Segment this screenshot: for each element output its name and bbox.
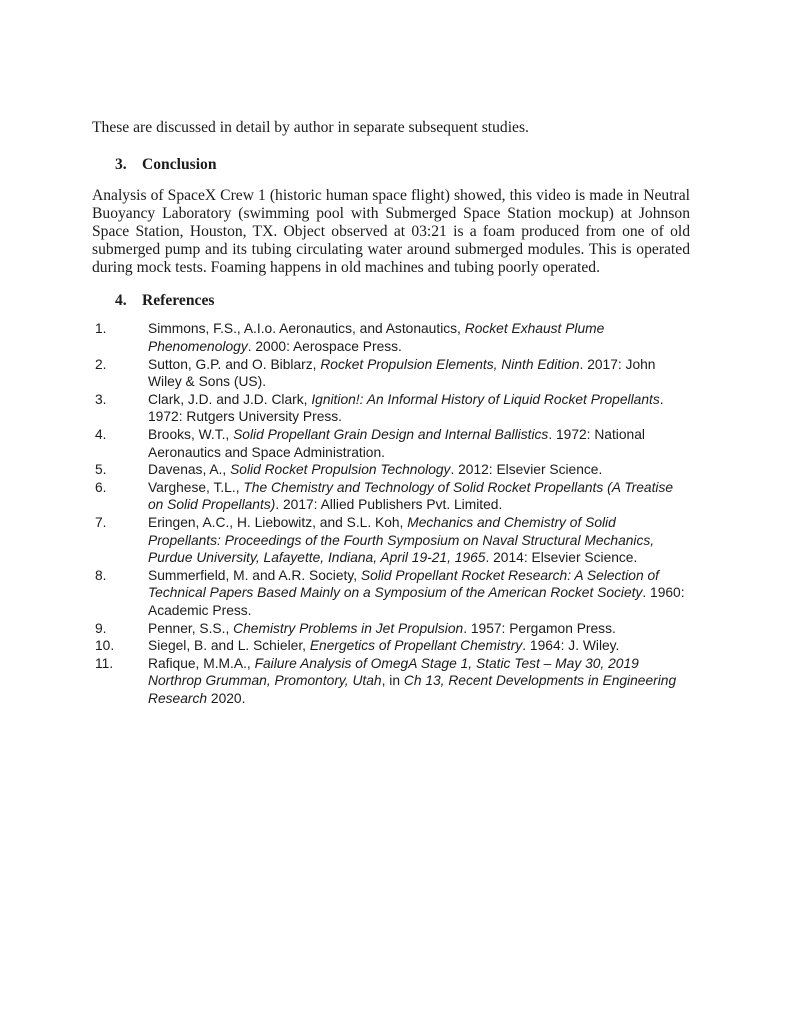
reference-item: [92, 461, 690, 479]
conclusion-paragraph: Analysis of SpaceX Crew 1 (historic human space flight) showed, this video is made in Neutral Buoyancy Laboratory (swimming pool with Submerged Space Station mockup) at Johnson Space Station, Houston, TX. Object observed at 03:21 is a foam produced from one of old submerged pump and its tubing circulating water around submerged modules. This is operated during mock tests. Foaming happens in old machines and tubing poorly operated.: [92, 187, 690, 277]
reference-number: 7.: [95, 515, 107, 530]
reference-title-segment: Failure Analysis of OmegA Stage 1, Static Test – May 30, 2019 Northrop Grumman, Promontory, Utah: [148, 655, 639, 689]
reference-item: [92, 567, 690, 620]
reference-plain-segment: . 1957: Pergamon Press.: [463, 620, 616, 636]
reference-text: [148, 621, 616, 636]
section-number: 3.: [115, 156, 127, 173]
reference-plain-segment: . 2017: Allied Publishers Pvt. Limited.: [275, 497, 503, 513]
reference-plain-segment: , in: [381, 673, 404, 689]
reference-plain-segment: Varghese, T.L.,: [148, 479, 244, 495]
reference-text: [148, 321, 604, 354]
reference-item: [92, 391, 690, 426]
section-number: 4.: [115, 292, 127, 310]
reference-text: [148, 656, 676, 706]
reference-title-segment: Mechanics and Chemistry of Solid Propellants: Proceedings of the Fourth Symposium on Naval Structural Mechanics, Purdue University, Lafayette, Indiana, April 19-21, 1965: [148, 515, 655, 566]
reference-title-segment: Solid Rocket Propulsion Technology: [230, 462, 451, 478]
reference-plain-segment: . 1972: National Aeronautics and Space Administration.: [148, 427, 645, 460]
reference-title-segment: Solid Propellant Rocket Research: A Selection of Technical Papers Based Mainly on a Symposium of the American Rocket Society: [148, 567, 659, 601]
reference-item: [92, 356, 690, 391]
reference-plain-segment: . 2012: Elsevier Science.: [450, 462, 603, 478]
reference-number: 11.: [95, 655, 114, 671]
reference-title-segment: Ignition!: An Informal History of Liquid Rocket Propellants: [311, 391, 660, 407]
reference-number: 2.: [95, 356, 107, 372]
intro-paragraph: These are discussed in detail by author in separate subsequent studies.: [92, 119, 529, 136]
reference-number: 6.: [95, 479, 107, 495]
reference-number: 9.: [95, 620, 107, 636]
reference-text: [148, 462, 602, 477]
reference-plain-segment: Summerfield, M. and A.R. Society,: [148, 567, 361, 583]
reference-number: 3.: [95, 391, 107, 407]
reference-plain-segment: . 2014: Elsevier Science.: [485, 550, 638, 566]
section-heading-conclusion: [115, 156, 690, 174]
reference-item: [92, 514, 690, 567]
section-title: Conclusion: [142, 156, 217, 173]
reference-text: [148, 357, 655, 390]
reference-plain-segment: Rafique, M.M.A.,: [148, 655, 255, 671]
references-list: [92, 320, 690, 707]
reference-plain-segment: . 1960: Academic Press.: [148, 585, 685, 618]
reference-item: [92, 320, 690, 355]
reference-plain-segment: . 2017: John Wiley & Sons (US).: [148, 356, 656, 390]
reference-title-segment: Energetics of Propellant Chemistry: [309, 638, 523, 654]
reference-text: [148, 427, 645, 460]
reference-title-segment: Solid Propellant Grain Design and Internal Ballistics: [233, 427, 549, 443]
section-title: References: [142, 292, 215, 310]
reference-plain-segment: 2020.: [207, 690, 246, 706]
reference-title-segment: Ch 13, Recent Developments in Engineering Research: [148, 673, 677, 706]
reference-item: [92, 620, 690, 638]
reference-plain-segment: Clark, J.D. and J.D. Clark,: [148, 391, 312, 407]
reference-title-segment: Rocket Exhaust Plume Phenomenology: [148, 321, 605, 355]
reference-plain-segment: Brooks, W.T.,: [148, 427, 234, 443]
reference-text: [148, 480, 673, 513]
reference-number: 1.: [95, 321, 107, 337]
reference-number: 8.: [95, 567, 107, 583]
reference-text: [148, 568, 685, 618]
reference-title-segment: The Chemistry and Technology of Solid Rocket Propellants (A Treatise on Solid Propellants): [148, 479, 674, 513]
reference-plain-segment: Davenas, A.,: [148, 462, 231, 478]
reference-item: [92, 655, 690, 708]
reference-plain-segment: . 1964: J. Wiley.: [522, 638, 620, 654]
reference-plain-segment: . 1972: Rutgers University Press.: [148, 391, 664, 425]
reference-number: 10.: [95, 638, 115, 654]
reference-text: [148, 515, 654, 565]
reference-title-segment: Rocket Propulsion Elements, Ninth Edition: [320, 356, 580, 372]
reference-plain-segment: Simmons, F.S., A.I.o. Aeronautics, and Astonautics,: [148, 321, 465, 337]
reference-plain-segment: . 2000: Aerospace Press.: [247, 339, 402, 355]
reference-item: [92, 637, 690, 655]
reference-plain-segment: Sutton, G.P. and O. Biblarz,: [148, 356, 321, 372]
reference-number: 4.: [95, 427, 107, 443]
reference-title-segment: Chemistry Problems in Jet Propulsion: [233, 620, 464, 636]
section-heading-references: [115, 292, 690, 310]
reference-plain-segment: Penner, S.S.,: [148, 620, 234, 636]
reference-text: [148, 392, 664, 425]
reference-item: [92, 426, 690, 461]
reference-plain-segment: Siegel, B. and L. Schieler,: [148, 638, 310, 654]
reference-item: [92, 479, 690, 514]
reference-plain-segment: Eringen, A.C., H. Liebowitz, and S.L. Koh,: [148, 515, 408, 530]
reference-number: 5.: [95, 462, 107, 478]
reference-text: [148, 638, 619, 653]
